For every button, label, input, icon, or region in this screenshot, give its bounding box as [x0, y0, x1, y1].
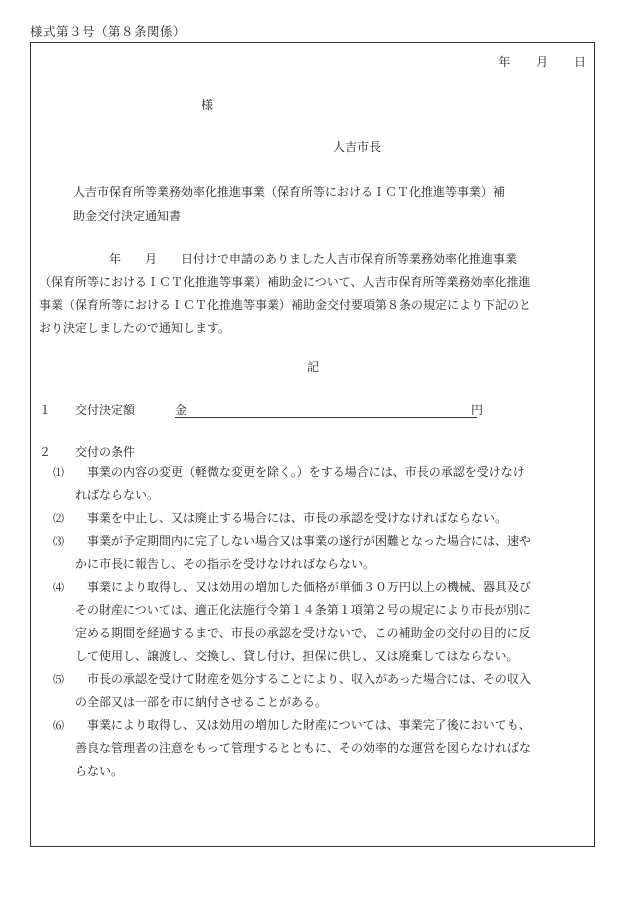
date-line [476, 53, 586, 70]
item-1-number: １ [39, 403, 52, 417]
document-title [73, 180, 505, 228]
condition-item [43, 507, 593, 530]
body-line: おり決定しましたので通知します。 [39, 321, 231, 335]
condition-line: 事業を中止し、又は廃止する場合には、市長の承認を受けなければならない。 [87, 511, 508, 525]
date-year: 年 [498, 55, 511, 69]
condition-line: 市長の承認を受けて財産を処分することにより、収入があった場合には、その収入 [87, 672, 531, 686]
condition-item [43, 576, 593, 668]
sender: 人吉市長 [333, 140, 382, 154]
title-line: 人吉市保育所等業務効率化推進事業（保育所等におけるＩＣＴ化推進等事業）補 [73, 185, 506, 199]
condition-number: ⑴ [53, 466, 64, 479]
item-1 [39, 401, 135, 418]
document-frame [30, 42, 595, 847]
condition-item [43, 461, 593, 507]
condition-number: ⑶ [53, 535, 64, 548]
body-line: 事業（保育所等におけるＩＣＴ化推進等事業）補助金交付要項第８条の規定により下記のと [39, 298, 532, 312]
condition-line: して使用し、譲渡し、交換し、貸し付け、担保に供し、又は廃棄してはならない。 [75, 649, 519, 663]
item-2-label: 交付の条件 [75, 445, 136, 459]
conditions-list [43, 461, 593, 783]
condition-number: ⑹ [53, 719, 64, 732]
condition-line: らない。 [75, 764, 124, 778]
condition-item [43, 530, 593, 576]
condition-line: 事業により取得し、又は効用の増加した価格が単価３０万円以上の機械、器具及び [87, 580, 532, 594]
date-day: 日 [573, 55, 586, 69]
item-2 [39, 443, 135, 460]
condition-line: の全部又は一部を市に納付させることがある。 [75, 695, 328, 709]
condition-line: かに市長に報告し、その指示を受けなければならない。 [75, 557, 376, 571]
grant-amount-field [175, 401, 483, 418]
item-2-number: ２ [39, 445, 52, 459]
condition-line: 善良な管理者の注意をもって管理するとともに、その効率的な運営を図らなければな [75, 741, 532, 755]
body-paragraph [39, 248, 589, 340]
condition-line: ればならない。 [75, 488, 160, 502]
yen-label: 円 [470, 403, 483, 417]
body-line: 年 月 日付けで申請のありました人吉市保育所等業務効率化推進事業 [109, 252, 518, 266]
condition-number: ⑷ [53, 581, 64, 594]
condition-item [43, 714, 593, 783]
recipient: 様 [201, 98, 214, 112]
condition-line: その財産については、適正化法施行令第１４条第１項第２号の規定により市長が別に [75, 603, 531, 617]
condition-line: 定める期間を経過するまで、市長の承認を受けないで、この補助金の交付の目的に反 [75, 626, 531, 640]
form-number-label: 様式第３号（第８条関係） [30, 24, 187, 39]
condition-line: 事業の内容の変更（軽微な変更を除く。）をする場合には、市長の承認を受けなけ [87, 465, 525, 479]
kin-label: 金 [175, 403, 188, 417]
condition-item [43, 668, 593, 714]
condition-number: ⑸ [53, 673, 64, 686]
item-1-label: 交付決定額 [75, 403, 136, 417]
condition-number: ⑵ [53, 512, 64, 525]
date-month: 月 [536, 55, 549, 69]
ki-heading: 記 [307, 360, 320, 374]
body-line: （保育所等におけるＩＣＴ化推進等事業）補助金について、人吉市保育所等業務効率化推進 [39, 275, 531, 289]
condition-line: 事業が予定期間内に完了しない場合又は事業の遂行が困難となった場合には、速や [87, 534, 532, 548]
condition-line: 事業により取得し、又は効用の増加した財産については、事業完了後においても、 [87, 718, 531, 732]
title-line: 助金交付決定通知書 [73, 209, 182, 223]
